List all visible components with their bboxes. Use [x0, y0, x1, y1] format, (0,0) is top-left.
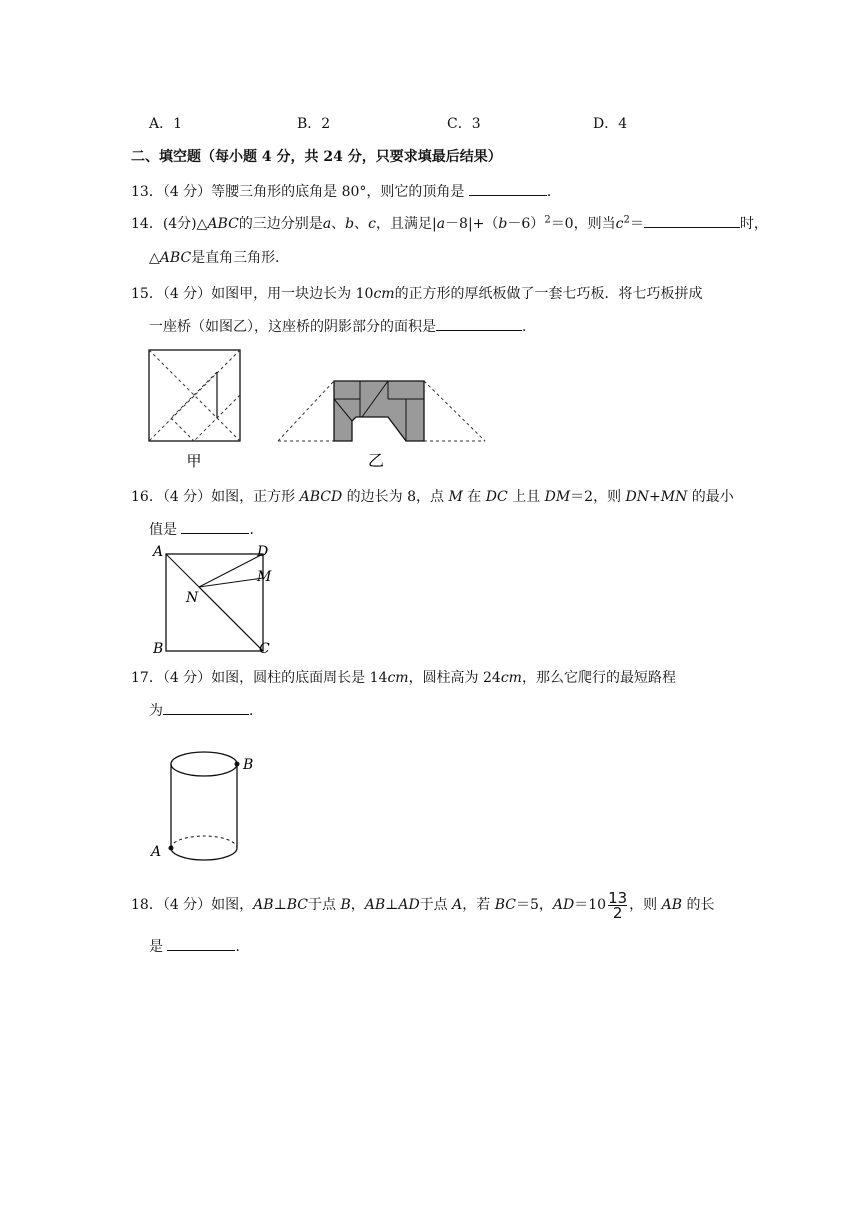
- q18-var: A: [452, 897, 463, 913]
- q13-end: ．: [546, 184, 561, 200]
- bridge-shaded-area: [334, 381, 424, 441]
- q18-text: ，若: [462, 897, 495, 913]
- q14-text: △: [149, 250, 160, 266]
- square-abcd-figure: [145, 543, 285, 658]
- q16-text: ＝2，则: [570, 489, 626, 505]
- q17-unit: cm: [500, 670, 522, 686]
- option-c: C．3: [447, 116, 481, 132]
- question-14-line2: [149, 247, 289, 267]
- q16-text: 在: [462, 489, 486, 505]
- q18-text: 如图，: [211, 897, 254, 913]
- q16-number: 16．（4 分）: [131, 489, 212, 505]
- q18-var: AD: [398, 897, 420, 913]
- q18-text: 于点: [419, 897, 453, 913]
- point-a: [169, 846, 174, 851]
- q13-text: 等腰三角形的底角是 80°，则它的顶角是: [211, 184, 469, 200]
- q14-end: 时，: [739, 216, 768, 232]
- q15-text: 的正方形的厚纸板做了一套七巧板．将七巧板拼成: [394, 286, 703, 302]
- q14-text: －8|+（: [445, 216, 499, 232]
- q14-var: a: [322, 216, 332, 232]
- q15-unit: cm: [373, 286, 395, 302]
- q18-number: 18．（4 分）: [131, 897, 212, 913]
- q16-var: MN: [660, 489, 688, 505]
- q18-var: AD: [552, 897, 575, 913]
- q18-text: ⊥: [273, 897, 287, 913]
- q16-text: 的最小: [687, 489, 734, 505]
- question-13: [131, 181, 561, 201]
- option-b: B．2: [297, 116, 331, 132]
- q14-text: 、: [354, 216, 369, 232]
- q18-fraction-denominator: 2: [612, 903, 623, 922]
- option-a: A．1: [149, 116, 183, 132]
- q18-text: ，: [350, 897, 365, 913]
- q15-answer-blank: [436, 317, 522, 331]
- label-m: M: [257, 569, 272, 585]
- q14-text: 的三边分别是: [238, 216, 323, 232]
- q14-var: c: [368, 216, 376, 232]
- q18-answer-blank: [167, 937, 235, 951]
- question-17-line2: [149, 700, 263, 720]
- q18-text: ，则: [629, 897, 662, 913]
- q16-text: 的边长为 8，点: [342, 489, 449, 505]
- question-15-line2: [149, 316, 536, 336]
- label-jia: 甲: [186, 452, 202, 470]
- label-a: A: [153, 544, 164, 560]
- q14-text: 是直角三角形．: [191, 250, 290, 266]
- q18-var: AB: [364, 897, 386, 913]
- q14-answer-blank: [644, 214, 740, 228]
- question-16: [131, 486, 734, 506]
- q18-text: 于点: [308, 897, 341, 913]
- label-n: N: [186, 590, 199, 606]
- q18-text: ＝5，: [515, 897, 553, 913]
- q16-text: +: [649, 489, 661, 505]
- q14-text: ，且满足|: [375, 216, 437, 232]
- label-c: C: [259, 641, 270, 657]
- q18-text: ＝10: [574, 897, 607, 913]
- q17-unit: cm: [387, 670, 409, 686]
- q13-answer-blank: [469, 182, 547, 196]
- question-18: [131, 886, 714, 924]
- q17-text: ，那么它爬行的最短路程: [521, 670, 676, 686]
- option-d: D．4: [593, 116, 628, 132]
- q16-answer-blank: [181, 520, 249, 534]
- q17-text: ，圆柱高为 24: [408, 670, 501, 686]
- q14-var: b: [498, 216, 508, 232]
- q15-text: 如图甲，用一块边长为 10: [211, 286, 374, 302]
- q14-text: －6）: [507, 216, 545, 232]
- tangram-bridge-figure: [270, 375, 490, 470]
- question-17: [131, 667, 676, 687]
- q14-var: a: [436, 216, 446, 232]
- q18-end: ．: [235, 939, 250, 955]
- q13-number: 13．（4 分）: [131, 184, 212, 200]
- section-title: 二、填空题（每小题 4 分，共 24 分，只要求填最后结果）: [131, 149, 502, 165]
- question-15: [131, 283, 703, 303]
- q18-var: AB: [253, 897, 274, 913]
- q18-text: 的长: [682, 897, 715, 913]
- label-b: B: [153, 641, 164, 657]
- q14-var: c: [615, 216, 624, 232]
- tangram-square-figure: [140, 345, 250, 470]
- q16-var: DN: [625, 489, 649, 505]
- q16-var: ABCD: [299, 489, 343, 505]
- question-18-line2: [149, 936, 249, 956]
- label-d: D: [257, 544, 269, 560]
- q18-fraction: [608, 888, 628, 922]
- q14-text: △: [196, 216, 208, 232]
- q14-var: ABC: [207, 216, 239, 232]
- question-14: [131, 213, 768, 233]
- cylinder-top: [171, 752, 237, 776]
- label-yi: 乙: [367, 451, 385, 470]
- q15-end: ．: [522, 319, 536, 335]
- q18-var: BC: [286, 897, 309, 913]
- point-b: [235, 762, 240, 767]
- q16-end: ．: [249, 522, 264, 538]
- q17-end: ．: [249, 703, 263, 719]
- q16-text: 值是: [149, 522, 182, 538]
- q14-exponent: 2: [623, 214, 630, 226]
- q16-text: 如图，正方形: [211, 489, 300, 505]
- q14-var: ABC: [159, 250, 192, 266]
- q18-text: ⊥: [385, 897, 399, 913]
- q14-text: 、: [331, 216, 346, 232]
- q14-number: 14．(4分): [131, 216, 197, 232]
- q18-text: 是: [149, 939, 168, 955]
- q17-answer-blank: [163, 701, 249, 715]
- q16-var: DC: [485, 489, 508, 505]
- q17-text: 为: [149, 703, 163, 719]
- label-a: A: [151, 844, 162, 860]
- q16-text: 上且: [507, 489, 545, 505]
- q14-var: b: [345, 216, 355, 232]
- q16-var: M: [448, 489, 463, 505]
- cylinder-figure: [145, 738, 265, 868]
- q17-number: 17．（4 分）: [131, 670, 212, 686]
- q17-text: 如图，圆柱的底面周长是 14: [211, 670, 388, 686]
- q14-text: ＝: [629, 216, 644, 232]
- label-b: B: [243, 757, 254, 773]
- q18-var: BC: [494, 897, 516, 913]
- q14-exponent: 2: [544, 214, 551, 226]
- q15-number: 15．（4 分）: [131, 286, 212, 302]
- question-16-line2: [149, 519, 263, 539]
- q16-var: DM: [544, 489, 571, 505]
- q15-text: 一座桥（如图乙），这座桥的阴影部分的面积是: [149, 319, 436, 335]
- q14-text: ＝0，则当: [550, 216, 616, 232]
- q18-var: B: [340, 897, 351, 913]
- q18-fraction-numerator: 13: [608, 888, 628, 907]
- q18-var: AB: [661, 897, 683, 913]
